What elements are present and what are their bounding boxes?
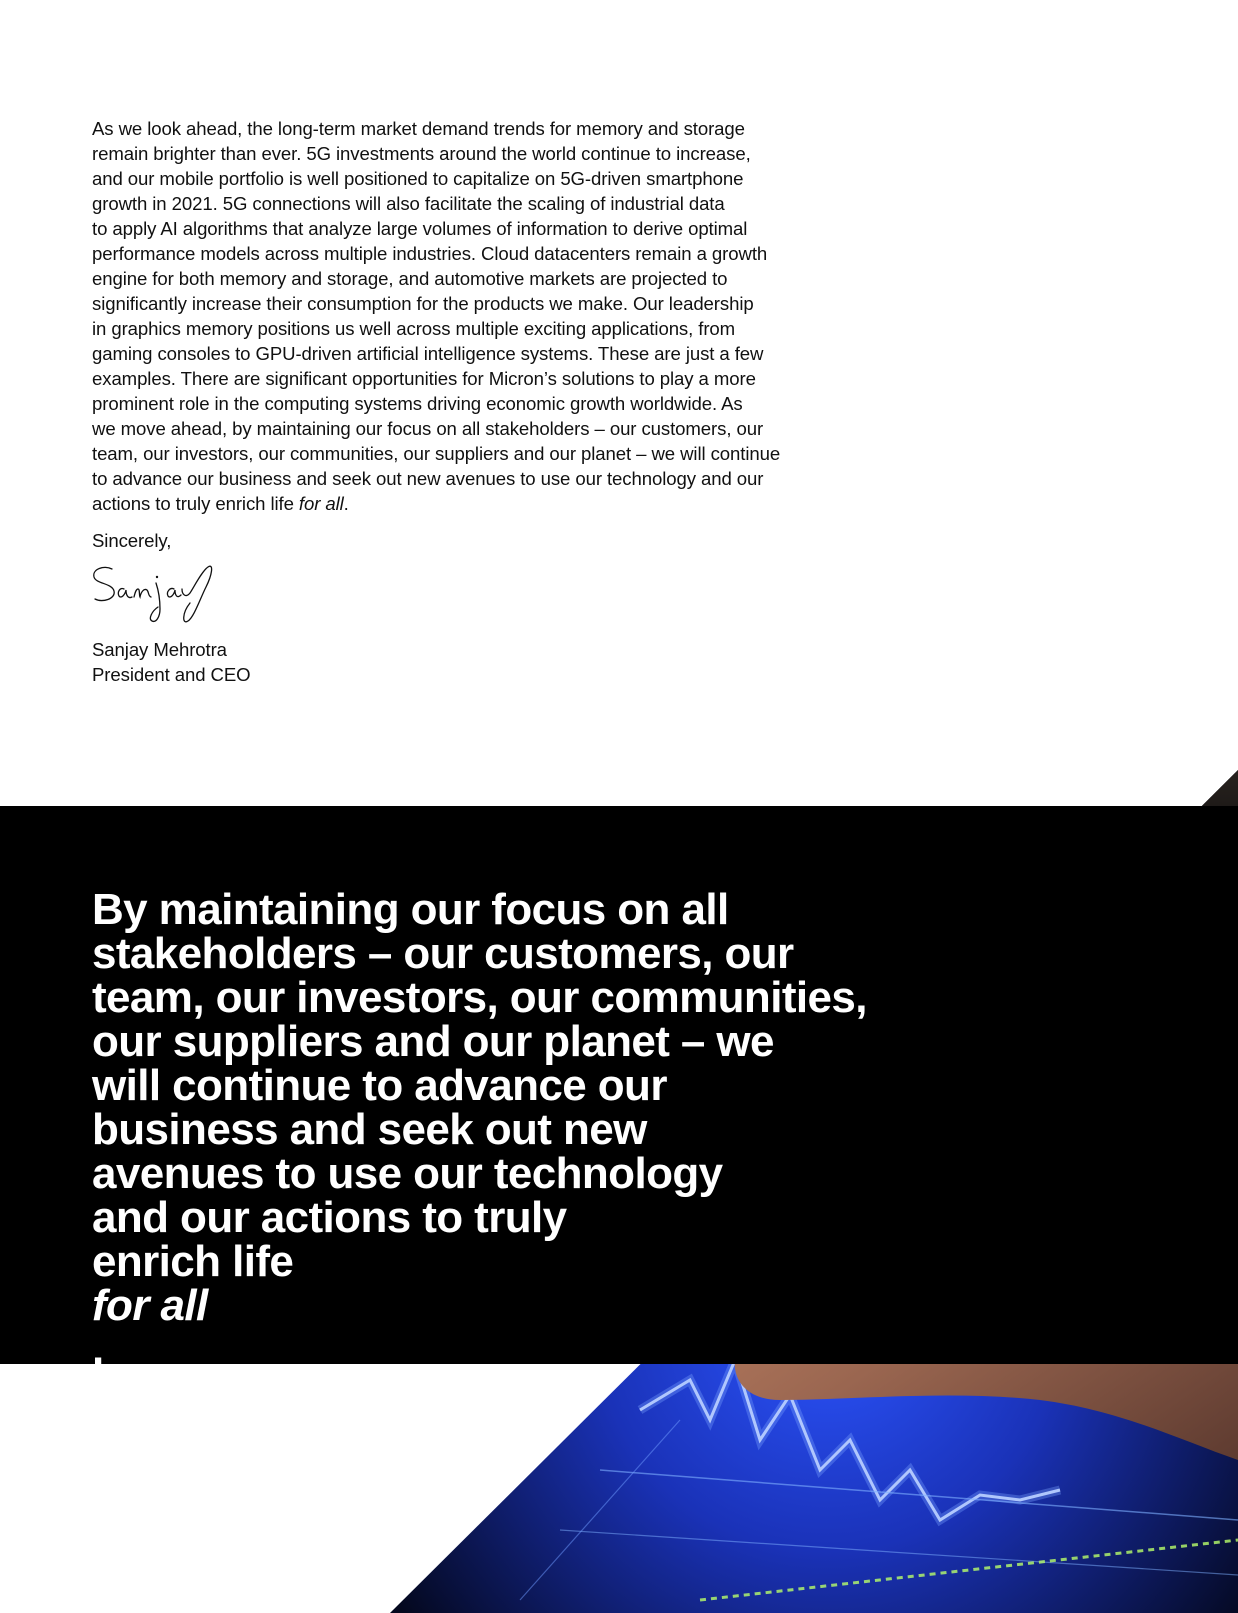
letter-line: significantly increase their consumption for the products we make. Our leadership (92, 293, 754, 314)
letter-last-suffix: . (343, 493, 349, 514)
quote-line-last (92, 1237, 952, 1374)
letter-line: team, our investors, our communities, our suppliers and our planet – we will continue (92, 443, 781, 464)
quote-line: and our actions to truly (92, 1193, 567, 1242)
signer-name: Sanjay Mehrotra (92, 639, 227, 660)
quote-line: avenues to use our technology (92, 1149, 723, 1198)
letter-line: performance models across multiple industries. Cloud datacenters remain a growth (92, 243, 768, 264)
quote-line: stakeholders – our customers, our (92, 929, 794, 978)
quote-line: will continue to advance our (92, 1061, 667, 1110)
quote-emphasis: for all (92, 1281, 208, 1330)
quote-last-prefix: enrich life (92, 1237, 294, 1286)
quote-line: By maintaining our focus on all (92, 885, 729, 934)
letter-line: prominent role in the computing systems driving economic growth worldwide. As (92, 393, 743, 414)
pull-quote (92, 885, 952, 1374)
letter-line: to apply AI algorithms that analyze large volumes of information to derive optimal (92, 218, 748, 239)
letter-line: As we look ahead, the long-term market demand trends for memory and storage (92, 118, 745, 139)
letter-closing: Sincerely, (92, 530, 172, 551)
letter-last-prefix: actions to truly enrich life (92, 493, 299, 514)
quote-line: our suppliers and our planet – we (92, 1017, 774, 1066)
quote-line: business and seek out new (92, 1105, 647, 1154)
letter-line: gaming consoles to GPU-driven artificial intelligence systems. These are just a few (92, 343, 764, 364)
letter-line: and our mobile portfolio is well positioned to capitalize on 5G-driven smartphone (92, 168, 744, 189)
letter-line: engine for both memory and storage, and automotive markets are projected to (92, 268, 728, 289)
letter-line: in graphics memory positions us well across multiple exciting applications, from (92, 318, 736, 339)
quote-line: team, our investors, our communities, (92, 973, 867, 1022)
letter-line: remain brighter than ever. 5G investments around the world continue to increase, (92, 143, 751, 164)
letter-line: examples. There are significant opportunities for Micron’s solutions to play a more (92, 368, 756, 389)
letter-line: to advance our business and seek out new avenues to use our technology and our (92, 468, 764, 489)
letter-line: growth in 2021. 5G connections will also facilitate the scaling of industrial data (92, 193, 725, 214)
quote-last-suffix: . (92, 1325, 104, 1374)
letter-line: we move ahead, by maintaining our focus on all stakeholders – our customers, our (92, 418, 764, 439)
signer-title: President and CEO (92, 664, 251, 685)
letter-emphasis: for all (298, 493, 344, 514)
